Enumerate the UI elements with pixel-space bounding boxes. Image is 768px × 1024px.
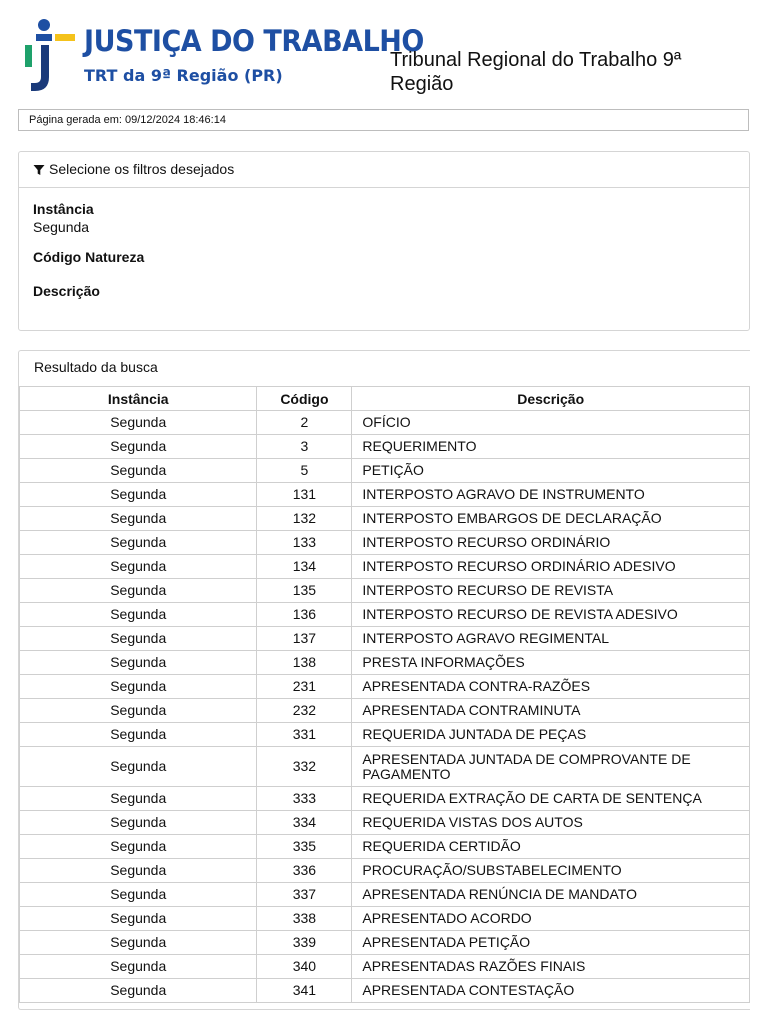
cell-descricao: OFÍCIO: [352, 411, 750, 435]
table-row: [20, 811, 750, 835]
table-row: [20, 459, 750, 483]
cell-descricao: INTERPOSTO RECURSO DE REVISTA ADESIVO: [352, 603, 750, 627]
descricao-label: Descrição: [33, 283, 100, 299]
cell-instancia: Segunda: [20, 435, 257, 459]
cell-descricao: REQUERIDA EXTRAÇÃO DE CARTA DE SENTENÇA: [352, 787, 750, 811]
logo-emblem-icon: [22, 18, 82, 96]
cell-instancia: Segunda: [20, 979, 257, 1003]
cell-descricao: INTERPOSTO AGRAVO DE INSTRUMENTO: [352, 483, 750, 507]
cell-descricao: APRESENTADAS RAZÕES FINAIS: [352, 955, 750, 979]
cell-instancia: Segunda: [20, 411, 257, 435]
table-row: [20, 555, 750, 579]
cell-descricao: APRESENTADA CONTRAMINUTA: [352, 699, 750, 723]
table-row: [20, 483, 750, 507]
cell-codigo: 132: [257, 507, 352, 531]
cell-instancia: Segunda: [20, 835, 257, 859]
cell-instancia: Segunda: [20, 811, 257, 835]
cell-instancia: Segunda: [20, 651, 257, 675]
table-row: [20, 931, 750, 955]
cell-descricao: PRESTA INFORMAÇÕES: [352, 651, 750, 675]
cell-codigo: 331: [257, 723, 352, 747]
filter-panel: [18, 151, 750, 331]
cell-codigo: 339: [257, 931, 352, 955]
cell-descricao: PETIÇÃO: [352, 459, 750, 483]
cell-descricao: APRESENTADA CONTESTAÇÃO: [352, 979, 750, 1003]
cell-instancia: Segunda: [20, 675, 257, 699]
cell-codigo: 2: [257, 411, 352, 435]
cell-codigo: 136: [257, 603, 352, 627]
results-title: Resultado da busca: [34, 359, 158, 375]
tribunal-title: Tribunal Regional do Trabalho 9ª Região: [390, 49, 682, 95]
cell-descricao: INTERPOSTO RECURSO ORDINÁRIO: [352, 531, 750, 555]
cell-codigo: 133: [257, 531, 352, 555]
table-row: [20, 747, 750, 787]
filter-heading: Selecione os filtros desejados: [49, 161, 235, 177]
cell-descricao: PROCURAÇÃO/SUBSTABELECIMENTO: [352, 859, 750, 883]
page-header: [0, 0, 768, 105]
cell-instancia: Segunda: [20, 699, 257, 723]
cell-codigo: 232: [257, 699, 352, 723]
table-row: [20, 579, 750, 603]
cell-codigo: 137: [257, 627, 352, 651]
results-table: [19, 386, 750, 1003]
cell-instancia: Segunda: [20, 787, 257, 811]
table-row: [20, 627, 750, 651]
cell-instancia: Segunda: [20, 531, 257, 555]
cell-codigo: 332: [257, 747, 352, 787]
column-header-instancia[interactable]: Instância: [20, 387, 257, 411]
table-row: [20, 883, 750, 907]
table-row: [20, 699, 750, 723]
instancia-label: Instância: [33, 201, 94, 217]
cell-descricao: REQUERIDA VISTAS DOS AUTOS: [352, 811, 750, 835]
cell-descricao: INTERPOSTO EMBARGOS DE DECLARAÇÃO: [352, 507, 750, 531]
filter-panel-header[interactable]: [19, 152, 749, 188]
cell-descricao: APRESENTADA CONTRA-RAZÕES: [352, 675, 750, 699]
codigo-natureza-label: Código Natureza: [33, 249, 145, 265]
cell-codigo: 131: [257, 483, 352, 507]
cell-codigo: 5: [257, 459, 352, 483]
justica-do-trabalho-logo[interactable]: [22, 18, 424, 96]
cell-codigo: 336: [257, 859, 352, 883]
cell-instancia: Segunda: [20, 723, 257, 747]
cell-instancia: Segunda: [20, 931, 257, 955]
cell-descricao: REQUERIMENTO: [352, 435, 750, 459]
table-row: [20, 955, 750, 979]
table-row: [20, 411, 750, 435]
cell-instancia: Segunda: [20, 955, 257, 979]
table-row: [20, 723, 750, 747]
cell-codigo: 3: [257, 435, 352, 459]
instancia-value: Segunda: [33, 219, 90, 235]
cell-instancia: Segunda: [20, 907, 257, 931]
cell-instancia: Segunda: [20, 859, 257, 883]
cell-descricao: APRESENTADO ACORDO: [352, 907, 750, 931]
cell-instancia: Segunda: [20, 555, 257, 579]
cell-descricao: APRESENTADA PETIÇÃO: [352, 931, 750, 955]
cell-descricao: REQUERIDA CERTIDÃO: [352, 835, 750, 859]
generated-timestamp: Página gerada em: 09/12/2024 18:46:14: [18, 109, 749, 131]
results-panel: [18, 350, 750, 1010]
logo-title: JUSTIÇA DO TRABALHO: [84, 24, 424, 58]
cell-codigo: 138: [257, 651, 352, 675]
column-header-descricao[interactable]: Descrição: [352, 387, 750, 411]
cell-descricao: APRESENTADA RENÚNCIA DE MANDATO: [352, 883, 750, 907]
table-header-row: [20, 387, 750, 411]
table-row: [20, 531, 750, 555]
filter-icon: [33, 164, 45, 176]
table-row: [20, 979, 750, 1003]
table-row: [20, 907, 750, 931]
cell-instancia: Segunda: [20, 459, 257, 483]
cell-codigo: 231: [257, 675, 352, 699]
cell-codigo: 341: [257, 979, 352, 1003]
table-row: [20, 603, 750, 627]
cell-descricao: INTERPOSTO AGRAVO REGIMENTAL: [352, 627, 750, 651]
cell-codigo: 340: [257, 955, 352, 979]
cell-descricao: INTERPOSTO RECURSO ORDINÁRIO ADESIVO: [352, 555, 750, 579]
cell-codigo: 338: [257, 907, 352, 931]
cell-descricao: INTERPOSTO RECURSO DE REVISTA: [352, 579, 750, 603]
table-row: [20, 651, 750, 675]
column-header-codigo[interactable]: Código: [257, 387, 352, 411]
cell-instancia: Segunda: [20, 603, 257, 627]
cell-descricao: APRESENTADA JUNTADA DE COMPROVANTE DE PAGAMENTO: [352, 747, 750, 787]
cell-codigo: 334: [257, 811, 352, 835]
table-row: [20, 835, 750, 859]
table-row: [20, 787, 750, 811]
table-row: [20, 435, 750, 459]
cell-instancia: Segunda: [20, 883, 257, 907]
cell-instancia: Segunda: [20, 507, 257, 531]
cell-descricao: REQUERIDA JUNTADA DE PEÇAS: [352, 723, 750, 747]
logo-subtitle: TRT da 9ª Região (PR): [84, 66, 283, 85]
cell-instancia: Segunda: [20, 747, 257, 787]
cell-codigo: 335: [257, 835, 352, 859]
filter-body: [19, 188, 749, 312]
cell-codigo: 333: [257, 787, 352, 811]
cell-codigo: 337: [257, 883, 352, 907]
table-row: [20, 675, 750, 699]
cell-instancia: Segunda: [20, 483, 257, 507]
cell-instancia: Segunda: [20, 627, 257, 651]
cell-codigo: 134: [257, 555, 352, 579]
cell-instancia: Segunda: [20, 579, 257, 603]
table-row: [20, 507, 750, 531]
cell-codigo: 135: [257, 579, 352, 603]
table-row: [20, 859, 750, 883]
